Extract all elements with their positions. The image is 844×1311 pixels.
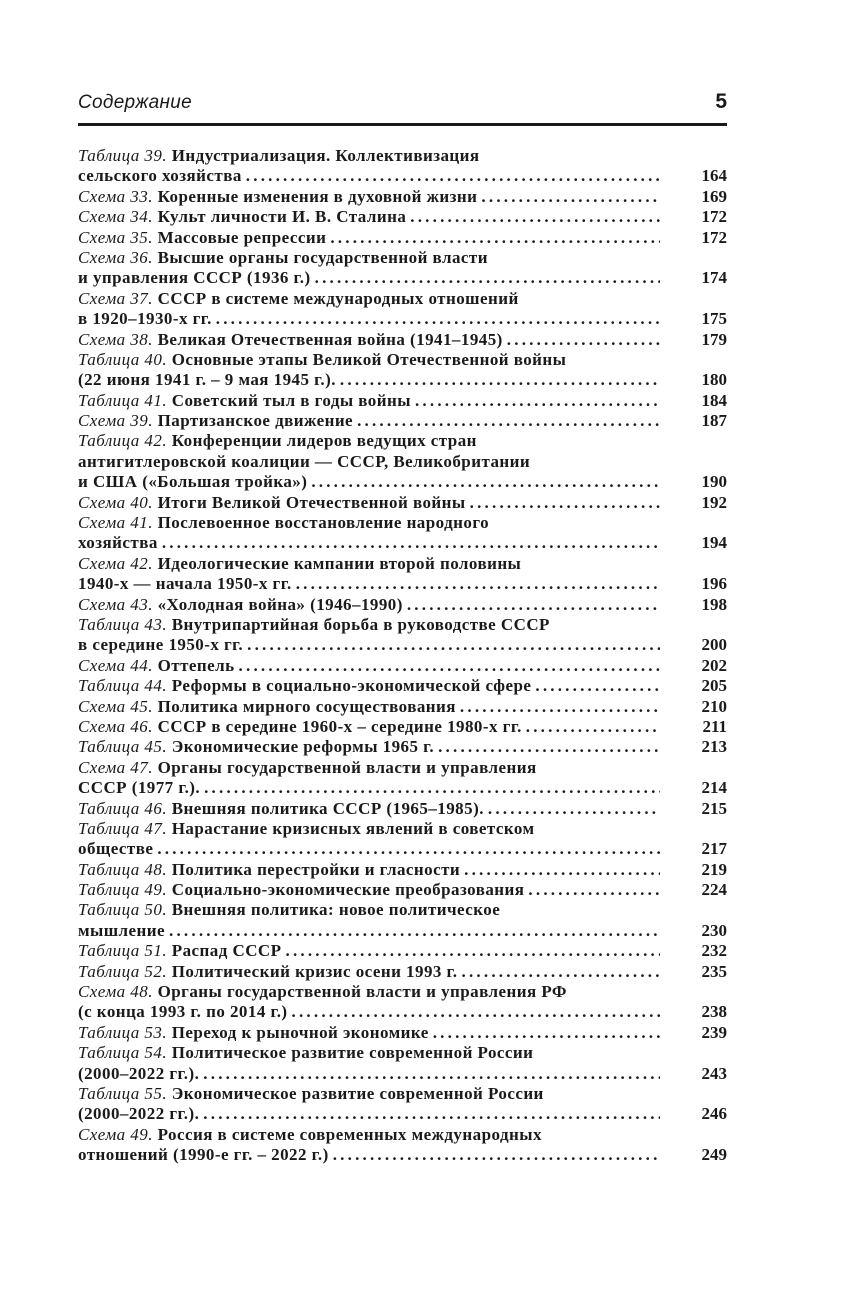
entry-title: Итоги Великой Отечественной войны <box>157 492 466 512</box>
toc-entry-line <box>78 1002 727 1022</box>
entry-page-number: 184 <box>701 390 727 410</box>
toc-entry-line <box>78 941 727 961</box>
entry-label: Схема 42. <box>78 553 153 573</box>
toc-entry[interactable] <box>78 982 727 1023</box>
toc-entry[interactable] <box>78 350 727 391</box>
entry-page-number: 192 <box>701 492 727 512</box>
entry-title: СССР (1977 г.). <box>78 778 201 798</box>
entry-title: Органы государственной власти и управления РФ <box>157 982 567 1002</box>
toc-entry[interactable] <box>78 289 727 330</box>
entry-label: Таблица 47. <box>78 818 168 838</box>
entry-title: Внешняя политика: новое политическое <box>171 900 501 920</box>
dot-leader <box>204 778 660 798</box>
entry-label: Таблица 43. <box>78 614 168 634</box>
entry-title: хозяйства <box>78 533 158 553</box>
entry-page-number: 235 <box>701 961 727 981</box>
entry-title: сельского хозяйства <box>78 166 242 186</box>
toc-entry-line <box>78 166 727 186</box>
entry-title: Коренные изменения в духовной жизни <box>157 186 478 206</box>
entry-label: Таблица 39. <box>78 146 168 165</box>
entry-title: Распад СССР <box>171 941 282 961</box>
dot-leader <box>464 860 660 880</box>
toc-entry-line <box>78 594 727 615</box>
toc-entry[interactable] <box>78 880 727 900</box>
entry-label: Схема 34. <box>78 207 153 227</box>
toc-entry-line <box>78 390 727 411</box>
entry-page-number: 232 <box>701 941 727 961</box>
entry-page-number: 217 <box>701 839 727 859</box>
entry-title: «Холодная война» (1946–1990) <box>157 594 403 614</box>
dot-leader <box>315 268 660 288</box>
entry-title: Переход к рыночной экономике <box>171 1022 429 1042</box>
entry-page-number: 180 <box>701 370 727 390</box>
entry-title: Социально-экономические преобразования <box>171 880 525 900</box>
toc-entry-line <box>78 574 727 594</box>
toc-entry-line <box>78 778 727 798</box>
entry-title: Политика мирного сосуществования <box>157 696 456 716</box>
dot-leader <box>460 697 660 717</box>
entry-label: Таблица 49. <box>78 880 168 900</box>
toc-entry-line <box>78 961 727 982</box>
entry-page-number: 246 <box>701 1104 727 1124</box>
toc-entry[interactable] <box>78 1043 727 1084</box>
toc-entry[interactable] <box>78 187 727 207</box>
toc-entry-line <box>78 1145 727 1165</box>
dot-leader <box>239 656 660 676</box>
toc-entry[interactable] <box>78 676 727 696</box>
toc-entry[interactable] <box>78 900 727 941</box>
dot-leader <box>357 411 660 431</box>
toc-entry[interactable] <box>78 615 727 656</box>
entry-label: Схема 40. <box>78 492 153 512</box>
entry-page-number: 164 <box>701 166 727 186</box>
dot-leader <box>296 574 660 594</box>
entry-title: Основные этапы Великой Отечественной войны <box>171 349 567 369</box>
dot-leader <box>292 1002 660 1022</box>
toc-entry[interactable] <box>78 697 727 717</box>
entry-title: Послевоенное восстановление народного <box>157 513 490 533</box>
toc-entry-line <box>78 655 727 676</box>
entry-label: Схема 47. <box>78 757 153 777</box>
dot-leader <box>247 635 660 655</box>
entry-page-number: 200 <box>701 635 727 655</box>
entry-page-number: 169 <box>701 186 727 206</box>
entry-label: Таблица 40. <box>78 349 168 369</box>
toc-entry-line <box>78 1125 727 1145</box>
toc-entry[interactable] <box>78 941 727 961</box>
toc-entry-line <box>78 716 727 737</box>
entry-label: Таблица 52. <box>78 961 168 981</box>
entry-label: Таблица 55. <box>78 1083 168 1103</box>
page-number: 5 <box>715 90 727 113</box>
entry-label: Таблица 46. <box>78 798 168 818</box>
toc-entry-line <box>78 1063 727 1084</box>
toc-entry[interactable] <box>78 595 727 615</box>
entry-page-number: 196 <box>701 574 727 594</box>
entry-label: Схема 36. <box>78 247 153 267</box>
dot-leader <box>488 799 660 819</box>
dot-leader <box>438 737 660 757</box>
entry-page-number: 210 <box>701 696 727 716</box>
dot-leader <box>216 309 660 329</box>
dot-leader <box>333 1145 660 1165</box>
entry-label: Таблица 51. <box>78 941 168 961</box>
entry-title: Идеологические кампании второй половины <box>157 553 522 573</box>
entry-label: Схема 48. <box>78 982 153 1002</box>
toc-entry[interactable] <box>78 330 727 350</box>
toc-entry[interactable] <box>78 1023 727 1043</box>
dot-leader <box>203 1064 660 1084</box>
entry-title: СССР в системе международных отношений <box>157 288 519 308</box>
toc-entry-line <box>78 635 727 655</box>
running-header <box>78 88 727 124</box>
toc-entry-line <box>78 329 727 350</box>
dot-leader <box>462 962 660 982</box>
toc-entry-line <box>78 146 727 166</box>
entry-title: Массовые репрессии <box>157 227 327 247</box>
entry-title: Россия в системе современных международных <box>157 1124 542 1144</box>
toc-entry[interactable] <box>78 656 727 676</box>
entry-label: Схема 41. <box>78 513 153 533</box>
entry-title: в середине 1950-х гг. <box>78 635 244 655</box>
table-of-contents <box>78 146 727 1166</box>
toc-entry-line <box>78 186 727 207</box>
entry-title: Внутрипартийная борьба в руководстве СССР <box>171 614 550 634</box>
toc-entry-line <box>78 1043 727 1063</box>
dot-leader <box>407 595 660 615</box>
entry-title: (2000–2022 гг.). <box>78 1104 200 1124</box>
toc-entry-line <box>78 737 727 757</box>
entry-page-number: 219 <box>701 859 727 879</box>
dot-leader <box>340 370 660 390</box>
entry-page-number: 239 <box>701 1022 727 1042</box>
entry-title: Экономические реформы 1965 г. <box>171 737 435 757</box>
entry-title: Политика перестройки и гласности <box>171 859 461 879</box>
entry-page-number: 194 <box>701 533 727 553</box>
toc-entry[interactable] <box>78 799 727 819</box>
entry-page-number: 202 <box>701 655 727 675</box>
toc-entry-line <box>78 839 727 859</box>
entry-label: Таблица 44. <box>78 676 168 696</box>
toc-entry-line <box>78 1022 727 1043</box>
entry-label: Таблица 54. <box>78 1043 168 1063</box>
entry-title: Конференции лидеров ведущих стран <box>171 431 477 451</box>
entry-title: (с конца 1993 г. по 2014 г.) <box>78 1002 288 1022</box>
toc-entry-line <box>78 920 727 941</box>
dot-leader <box>330 228 660 248</box>
toc-entry-line <box>78 309 727 329</box>
entry-page-number: 198 <box>701 594 727 614</box>
entry-page-number: 174 <box>701 268 727 288</box>
toc-entry-line <box>78 982 727 1002</box>
dot-leader <box>528 880 660 900</box>
entry-label: Таблица 50. <box>78 900 168 920</box>
toc-entry-line <box>78 207 727 227</box>
toc-entry[interactable] <box>78 431 727 492</box>
toc-entry-line <box>78 533 727 553</box>
entry-label: Схема 49. <box>78 1124 153 1144</box>
toc-entry-line <box>78 554 727 574</box>
toc-entry-line <box>78 696 727 717</box>
toc-entry[interactable] <box>78 146 727 187</box>
toc-entry[interactable] <box>78 493 727 513</box>
toc-entry-line <box>78 900 727 920</box>
entry-page-number: 230 <box>701 920 727 940</box>
dot-leader <box>535 676 660 696</box>
entry-label: Схема 38. <box>78 329 153 349</box>
entry-label: Схема 43. <box>78 594 153 614</box>
entry-title: обществе <box>78 839 154 859</box>
entry-label: Схема 37. <box>78 288 153 308</box>
entry-title: Индустриализация. Коллективизация <box>171 146 480 165</box>
toc-entry-line <box>78 819 727 839</box>
entry-title: мышление <box>78 920 166 940</box>
toc-entry[interactable] <box>78 860 727 880</box>
toc-entry-line <box>78 452 727 472</box>
entry-page-number: 213 <box>701 737 727 757</box>
entry-title: и США («Большая тройка») <box>78 472 308 492</box>
entry-title: Политическое развитие современной России <box>171 1043 534 1063</box>
entry-label: Схема 39. <box>78 411 153 431</box>
entry-page-number: 205 <box>701 676 727 696</box>
entry-title: в 1920–1930-х гг. <box>78 309 212 329</box>
entry-title: Политический кризис осени 1993 г. <box>171 961 458 981</box>
entry-page-number: 172 <box>701 207 727 227</box>
toc-entry-line <box>78 289 727 309</box>
dot-leader <box>203 1104 660 1124</box>
entry-title: Оттепель <box>157 655 235 675</box>
entry-title: Внешняя политика СССР (1965–1985). <box>171 798 484 818</box>
toc-entry[interactable] <box>78 411 727 431</box>
dot-leader <box>470 493 660 513</box>
toc-entry[interactable] <box>78 717 727 737</box>
toc-entry-line <box>78 268 727 288</box>
dot-leader <box>286 941 661 961</box>
entry-page-number: 215 <box>701 798 727 818</box>
entry-page-number: 187 <box>701 411 727 431</box>
toc-entry[interactable] <box>78 1084 727 1125</box>
entry-page-number: 249 <box>701 1145 727 1165</box>
entry-page-number: 175 <box>701 309 727 329</box>
entry-label: Таблица 45. <box>78 737 168 757</box>
entry-label: Схема 35. <box>78 227 153 247</box>
toc-entry-line <box>78 880 727 900</box>
entry-title: Реформы в социально-экономической сфере <box>171 676 532 696</box>
toc-entry-line <box>78 676 727 696</box>
entry-label: Схема 44. <box>78 655 153 675</box>
toc-entry-line <box>78 758 727 778</box>
toc-entry[interactable] <box>78 228 727 248</box>
toc-entry-line <box>78 227 727 248</box>
dot-leader <box>415 391 660 411</box>
entry-label: Таблица 53. <box>78 1022 168 1042</box>
dot-leader <box>507 330 660 350</box>
entry-label: Схема 46. <box>78 716 153 736</box>
entry-label: Схема 45. <box>78 696 153 716</box>
dot-leader <box>433 1023 660 1043</box>
toc-entry[interactable] <box>78 962 727 982</box>
entry-title: Культ личности И. В. Сталина <box>157 207 407 227</box>
entry-title: СССР в середине 1960-х – середине 1980-х гг. <box>157 716 522 736</box>
entry-title: Экономическое развитие современной России <box>171 1083 544 1103</box>
entry-title: (2000–2022 гг.). <box>78 1063 200 1083</box>
entry-page-number: 224 <box>701 880 727 900</box>
entry-label: Таблица 42. <box>78 431 168 451</box>
dot-leader <box>410 207 660 227</box>
entry-title: Партизанское движение <box>157 411 354 431</box>
toc-entry-line <box>78 492 727 513</box>
toc-entry-line <box>78 859 727 880</box>
header-rule <box>78 123 727 126</box>
entry-title: 1940-х — начала 1950-х гг. <box>78 574 292 594</box>
entry-page-number: 243 <box>701 1063 727 1083</box>
section-title: Содержание <box>78 92 192 113</box>
entry-page-number: 238 <box>701 1002 727 1022</box>
entry-title: антигитлеровской коалиции — СССР, Великобритании <box>78 451 531 471</box>
entry-title: (22 июня 1941 г. – 9 мая 1945 г.). <box>78 370 336 390</box>
toc-entry-line <box>78 431 727 451</box>
entry-page-number: 190 <box>701 472 727 492</box>
toc-entry-line <box>78 370 727 390</box>
toc-entry-line <box>78 513 727 533</box>
dot-leader <box>481 187 660 207</box>
toc-entry[interactable] <box>78 758 727 799</box>
entry-title: Советский тыл в годы войны <box>171 390 411 410</box>
dot-leader <box>311 472 660 492</box>
entry-title: Органы государственной власти и управления <box>157 757 537 777</box>
toc-entry-line <box>78 615 727 635</box>
entry-label: Схема 33. <box>78 186 153 206</box>
entry-label: Таблица 48. <box>78 859 168 879</box>
toc-entry-line <box>78 1104 727 1124</box>
toc-entry-line <box>78 411 727 431</box>
entry-page-number: 211 <box>702 716 727 736</box>
toc-entry[interactable] <box>78 737 727 757</box>
entry-title: и управления СССР (1936 г.) <box>78 268 311 288</box>
toc-entry-line <box>78 350 727 370</box>
dot-leader <box>162 533 660 553</box>
entry-label: Таблица 41. <box>78 390 168 410</box>
toc-entry[interactable] <box>78 248 727 289</box>
entry-page-number: 214 <box>701 778 727 798</box>
entry-page-number: 172 <box>701 227 727 247</box>
entry-title: Нарастание кризисных явлений в советском <box>171 818 535 838</box>
toc-entry-line <box>78 798 727 819</box>
toc-entry-line <box>78 472 727 492</box>
entry-title: Великая Отечественная война (1941–1945) <box>157 329 503 349</box>
toc-entry[interactable] <box>78 554 727 595</box>
dot-leader <box>526 717 660 737</box>
dot-leader <box>169 921 660 941</box>
toc-entry[interactable] <box>78 513 727 554</box>
dot-leader <box>246 166 660 186</box>
entry-page-number: 179 <box>701 329 727 349</box>
toc-entry-line <box>78 248 727 268</box>
toc-entry[interactable] <box>78 207 727 227</box>
toc-entry-line <box>78 1084 727 1104</box>
entry-title: Высшие органы государственной власти <box>157 247 488 267</box>
toc-entry[interactable] <box>78 1125 727 1166</box>
dot-leader <box>157 839 660 859</box>
entry-title: отношений (1990-е гг. – 2022 г.) <box>78 1145 329 1165</box>
toc-entry[interactable] <box>78 391 727 411</box>
toc-entry[interactable] <box>78 819 727 860</box>
